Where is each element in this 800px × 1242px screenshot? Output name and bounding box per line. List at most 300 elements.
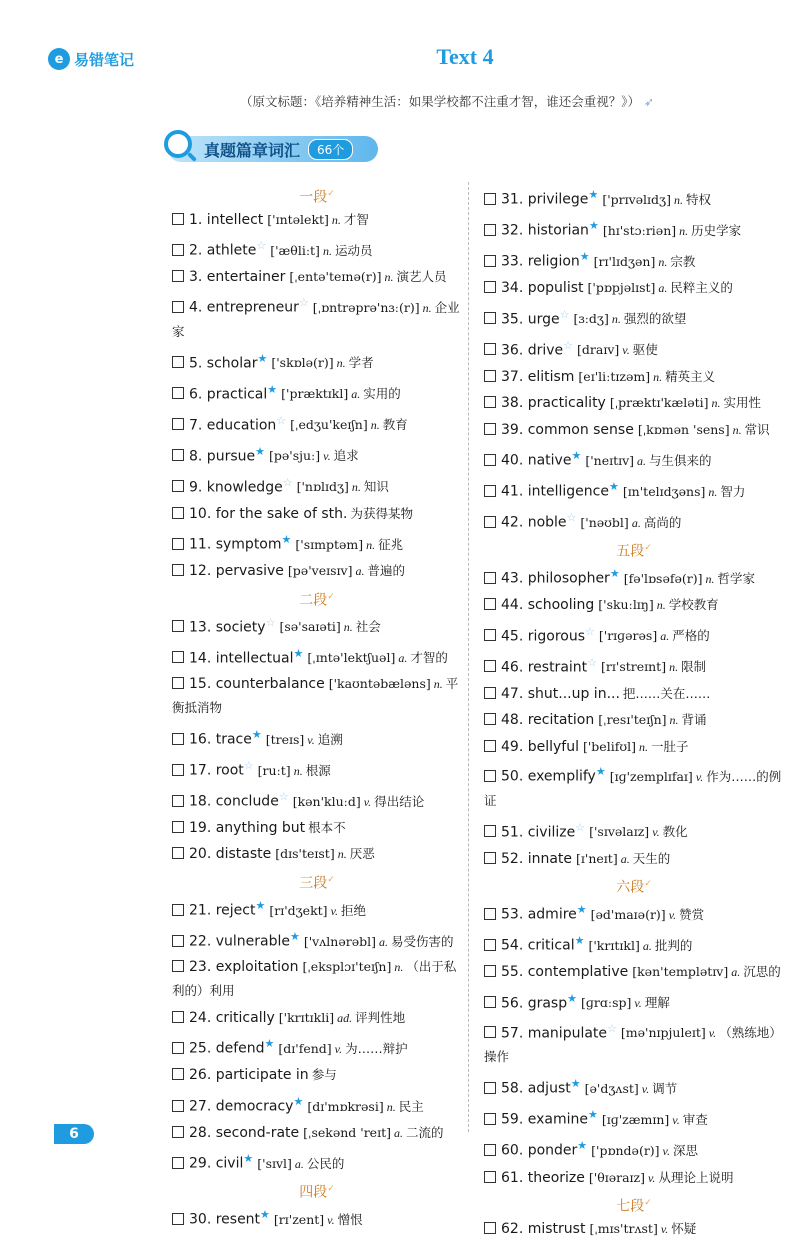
vocab-word: 2. athlete	[189, 243, 257, 260]
vocab-meaning: 严格的	[672, 628, 710, 644]
vocab-word: 39. common sense	[501, 421, 634, 438]
vocab-meaning: 驱使	[632, 342, 658, 358]
vocab-meaning: 憎恨	[337, 1212, 363, 1228]
word-count-badge: 66个	[308, 139, 353, 160]
vocab-entry	[172, 815, 462, 841]
star-icon: ☆	[585, 624, 595, 638]
vocab-phonetic: [fə'lɒsəfə(r)]	[623, 570, 703, 586]
vocab-part-of-speech: n.	[711, 396, 721, 411]
checkbox[interactable]	[172, 733, 184, 745]
vocab-word: 36. drive	[501, 342, 564, 359]
vocab-meaning: 得出结论	[374, 793, 425, 809]
vocab-entry	[484, 592, 784, 618]
checkbox[interactable]	[484, 485, 496, 497]
checkbox[interactable]	[172, 821, 184, 833]
checkbox[interactable]	[484, 965, 496, 977]
vocab-word: 10. for the sake of sth.	[189, 505, 348, 522]
vocab-entry	[484, 707, 784, 733]
checkbox[interactable]	[172, 1100, 184, 1112]
vocab-meaning: 评判性地	[355, 1009, 406, 1025]
vocab-word: 30. resent	[189, 1212, 261, 1229]
vocab-part-of-speech: n.	[656, 598, 666, 613]
checkbox[interactable]	[484, 1026, 496, 1038]
vocab-entry	[172, 955, 462, 1003]
checkbox[interactable]	[172, 1011, 184, 1023]
vocab-entry	[172, 924, 462, 955]
vocab-part-of-speech: n.	[674, 192, 683, 207]
checkbox[interactable]	[172, 301, 184, 313]
vocab-meaning: 智力	[720, 483, 746, 499]
vocab-phonetic: ['sɪvəlaɪz]	[589, 824, 650, 840]
checkbox[interactable]	[484, 1144, 496, 1156]
checkbox[interactable]	[484, 343, 496, 355]
vocab-entry	[172, 641, 462, 672]
vocab-phonetic: [ə'dʒʌst]	[584, 1080, 639, 1096]
vocab-word: 47. shut...up in...	[501, 685, 620, 702]
vocab-phonetic: ['vʌlnərəbl]	[303, 933, 376, 949]
vocab-phonetic: [eɪ'liːtɪzəm]	[578, 368, 651, 384]
checkbox[interactable]	[484, 396, 496, 408]
star-icon: ★	[570, 1077, 581, 1091]
vocab-word: 57. manipulate	[501, 1025, 608, 1042]
page-title: Text 4	[436, 44, 494, 69]
vocab-part-of-speech: n.	[669, 660, 679, 675]
vocab-meaning: 民粹主义的	[670, 280, 733, 296]
paragraph-heading-label: 七段	[616, 1198, 645, 1215]
vocab-phonetic: [mə'nɪpjuleɪt]	[620, 1025, 706, 1041]
star-icon: ☆	[276, 413, 287, 427]
checkbox[interactable]	[484, 713, 496, 725]
vocab-word: 55. contemplative	[501, 964, 629, 981]
vocab-phonetic: ['æθliːt]	[270, 243, 320, 259]
vocab-entry	[172, 233, 462, 264]
paragraph-heading	[484, 1191, 784, 1216]
checkbox[interactable]	[484, 454, 496, 466]
vocab-entry	[172, 722, 462, 753]
vocab-phonetic: [ɪ'neɪt]	[576, 850, 618, 866]
vocab-word: 13. society	[189, 619, 266, 636]
vocab-meaning: 宗教	[670, 253, 696, 269]
vocab-meaning: 审查	[682, 1112, 708, 1128]
subtitle-text: （原文标题：《培养精神生活：如果学校都不注重才智，谁还会重视？》）	[240, 94, 641, 109]
checkbox[interactable]	[484, 1171, 496, 1183]
vocab-word: 32. historian	[501, 222, 589, 239]
checkbox[interactable]	[484, 255, 496, 267]
vocab-part-of-speech: n.	[433, 676, 443, 691]
vocab-part-of-speech: n.	[705, 571, 715, 586]
vocab-entry	[484, 815, 784, 846]
vocab-phonetic: [dɪ'mɒkrəsi]	[307, 1098, 384, 1114]
checkbox[interactable]	[172, 677, 184, 689]
vocab-entry	[172, 207, 462, 233]
vocab-part-of-speech: a.	[294, 1156, 304, 1171]
vocab-entry	[172, 893, 462, 924]
vocab-entry	[484, 986, 784, 1017]
star-icon: ★	[264, 1037, 275, 1051]
checkbox[interactable]	[172, 1213, 184, 1225]
vocab-entry	[172, 784, 462, 815]
vocab-entry	[484, 846, 784, 872]
checkbox[interactable]	[172, 1157, 184, 1169]
vocab-entry	[484, 417, 784, 443]
vocab-entry	[484, 275, 784, 301]
vocab-entry	[484, 213, 784, 244]
vocab-word: 23. exploitation	[189, 958, 299, 975]
vocab-meaning: 厌恶	[349, 846, 375, 862]
vocab-word: 49. bellyful	[501, 738, 579, 755]
vocab-part-of-speech: a.	[620, 851, 630, 866]
vocab-meaning: 教化	[662, 824, 688, 840]
checkbox[interactable]	[172, 651, 184, 663]
vocab-meaning: 精英主义	[665, 368, 716, 384]
vocab-part-of-speech: v.	[652, 825, 660, 840]
vocab-phonetic: ['neɪtɪv]	[585, 452, 635, 468]
vocab-meaning: 追溯	[317, 731, 343, 747]
checkbox[interactable]	[172, 213, 184, 225]
vocab-entry	[484, 734, 784, 760]
vocab-meaning: 特权	[686, 191, 712, 207]
vocab-phonetic: [rɪ'dʒekt]	[269, 902, 328, 918]
vocab-meaning: 运动员	[334, 243, 373, 259]
vocab-word: 5. scholar	[189, 355, 258, 372]
vocab-meaning: 理解	[644, 995, 670, 1011]
vocab-phonetic: [ˌkɒmən 'sens]	[637, 421, 730, 437]
vocab-meaning: 普遍的	[367, 563, 405, 579]
vocab-word: 4. entrepreneur	[189, 299, 299, 316]
paragraph-heading	[172, 182, 462, 207]
vocab-entry	[484, 619, 784, 650]
vocab-phonetic: [ɡrɑːsp]	[581, 995, 632, 1011]
vocab-entry	[172, 501, 462, 527]
vocab-part-of-speech: n.	[708, 484, 718, 499]
vocab-entry	[172, 264, 462, 290]
vocab-entry	[484, 650, 784, 681]
vocab-entry	[172, 527, 462, 558]
checkbox[interactable]	[172, 847, 184, 859]
checkbox[interactable]	[484, 939, 496, 951]
star-icon: ★	[588, 219, 599, 233]
vocab-meaning: 实用的	[363, 386, 401, 402]
vocab-word: 7. education	[189, 417, 277, 434]
vocab-word: 18. conclude	[189, 793, 279, 810]
vocab-part-of-speech: a.	[393, 1125, 403, 1140]
vocab-entry	[172, 753, 462, 784]
checkbox[interactable]	[484, 996, 496, 1008]
paragraph-heading-label: 六段	[616, 879, 645, 896]
vocab-entry	[484, 897, 784, 928]
paragraph-heading	[172, 585, 462, 610]
vocab-part-of-speech: n.	[611, 312, 621, 327]
checkbox[interactable]	[484, 598, 496, 610]
vocab-meaning: 才智	[343, 212, 369, 227]
vocab-phonetic: [əd'maɪə(r)]	[590, 906, 666, 922]
vocab-part-of-speech: v.	[662, 1144, 670, 1159]
vocab-entry	[484, 561, 784, 592]
checkbox[interactable]	[172, 507, 184, 519]
checkbox[interactable]	[484, 687, 496, 699]
checkbox[interactable]	[484, 1082, 496, 1094]
vocab-word: 22. vulnerable	[189, 933, 290, 950]
vocab-word: 51. civilize	[501, 824, 576, 841]
vocab-word: 44. schooling	[501, 597, 595, 614]
vocab-part-of-speech: v.	[648, 1170, 656, 1185]
vocab-word: 21. reject	[189, 902, 256, 919]
vocab-part-of-speech: ad.	[337, 1010, 353, 1025]
vocab-meaning: 知识	[363, 479, 389, 495]
vocab-phonetic: ['krɪtɪkli]	[278, 1009, 335, 1025]
vocab-entry	[172, 1005, 462, 1031]
checkbox[interactable]	[484, 660, 496, 672]
vocab-entry	[172, 377, 462, 408]
vocab-word: 38. practicality	[501, 395, 606, 412]
vocab-part-of-speech: a.	[398, 651, 408, 666]
vocab-meaning: 拒绝	[341, 902, 367, 918]
vocab-phonetic: [ˌɒntrəprə'nɜː(r)]	[312, 299, 420, 315]
star-icon: ★	[255, 898, 266, 912]
checkbox[interactable]	[172, 1068, 184, 1080]
checkbox[interactable]	[172, 418, 184, 430]
vocab-entry	[172, 610, 462, 641]
vocab-phonetic: [kən'kluːd]	[292, 793, 361, 809]
vocab-part-of-speech: n.	[638, 739, 648, 754]
vocab-word: 16. trace	[189, 731, 252, 748]
checkbox[interactable]	[484, 852, 496, 864]
vocab-meaning: 企业家	[172, 299, 460, 339]
checkbox[interactable]	[484, 423, 496, 435]
checkbox[interactable]	[172, 564, 184, 576]
star-icon: ★	[289, 929, 300, 943]
checkbox[interactable]	[484, 370, 496, 382]
vocab-part-of-speech: n.	[394, 959, 404, 974]
vocab-word: 24. critically	[189, 1009, 275, 1026]
checkbox[interactable]	[172, 764, 184, 776]
vocab-part-of-speech: a.	[731, 965, 741, 980]
vocab-phonetic: ['θɪəraɪz]	[588, 1169, 645, 1185]
vocab-phonetic: [treɪs]	[265, 731, 305, 747]
vocab-entry	[484, 244, 784, 275]
vocab-meaning: 根源	[305, 762, 331, 778]
vocab-word: 62. mistrust	[501, 1220, 586, 1237]
vocab-word: 46. restraint	[501, 659, 588, 676]
checkbox[interactable]	[484, 224, 496, 236]
vocab-phonetic: [ˌresɪ'teɪʃn]	[598, 712, 667, 728]
checkbox[interactable]	[172, 270, 184, 282]
vocab-phonetic: ['nəʊbl]	[580, 514, 629, 530]
star-icon: ★	[576, 903, 587, 917]
star-icon: ★	[587, 1108, 598, 1122]
checkbox[interactable]	[484, 825, 496, 837]
vocab-word: 28. second-rate	[189, 1124, 300, 1141]
star-icon: ★	[251, 727, 262, 741]
checkbox[interactable]	[172, 935, 184, 947]
vocab-phonetic: [ɪn'telɪdʒəns]	[622, 483, 706, 499]
vocab-meaning: 根本不	[308, 820, 346, 836]
star-icon: ☆	[559, 307, 570, 321]
vocab-meaning: 批判的	[654, 937, 693, 953]
vocab-meaning: 二流的	[405, 1124, 444, 1140]
vocab-part-of-speech: v.	[363, 794, 372, 809]
vocab-part-of-speech: a.	[642, 938, 652, 953]
vocab-part-of-speech: v.	[708, 1026, 717, 1041]
vocab-meaning: 演艺人员	[396, 269, 447, 285]
vocab-meaning: 高尚的	[643, 514, 682, 530]
paragraph-heading	[484, 872, 784, 897]
checkbox[interactable]	[172, 1126, 184, 1138]
vocab-entry	[172, 291, 462, 344]
check-mark-icon: ✓	[644, 543, 652, 554]
checkbox[interactable]	[484, 516, 496, 528]
vocab-meaning: 民主	[398, 1098, 424, 1114]
vocab-entry	[172, 408, 462, 439]
vocab-part-of-speech: n.	[669, 713, 679, 728]
vocab-meaning: 公民的	[306, 1155, 345, 1171]
star-icon: ★	[293, 646, 304, 660]
vocab-meaning: 社会	[355, 619, 381, 635]
checkbox[interactable]	[172, 356, 184, 368]
checkbox[interactable]	[484, 740, 496, 752]
vocab-phonetic: [ˌpræktɪ'kæləti]	[609, 395, 709, 411]
vocab-meaning: 为……辩护	[345, 1041, 408, 1057]
checkbox[interactable]	[172, 244, 184, 256]
vocab-meaning: 征兆	[378, 536, 404, 552]
checkbox[interactable]	[484, 1222, 496, 1234]
vocab-word: 56. grasp	[501, 995, 568, 1012]
vocab-entry	[172, 346, 462, 377]
checkbox[interactable]	[172, 480, 184, 492]
page-number: 6	[54, 1124, 94, 1144]
checkbox[interactable]	[172, 538, 184, 550]
checkbox[interactable]	[484, 193, 496, 205]
vocab-part-of-speech: n.	[370, 418, 380, 433]
vocab-meaning: 限制	[681, 659, 707, 675]
logo-icon: e	[48, 48, 70, 70]
star-icon: ★	[609, 567, 620, 581]
checkbox[interactable]	[484, 281, 496, 293]
paragraph-heading	[172, 1177, 462, 1202]
section-banner	[168, 136, 378, 162]
checkbox[interactable]	[172, 387, 184, 399]
checkbox[interactable]	[484, 629, 496, 641]
checkbox[interactable]	[172, 449, 184, 461]
checkbox[interactable]	[172, 795, 184, 807]
vocab-meaning: （出于私利的）利用	[172, 958, 457, 998]
vocab-part-of-speech: n.	[658, 254, 668, 269]
vocab-meaning: 强烈的欲望	[623, 311, 687, 327]
vocab-phonetic: [ɜːdʒ]	[573, 311, 609, 327]
vocab-part-of-speech: a.	[379, 934, 388, 949]
star-icon: ☆	[265, 615, 276, 629]
paragraph-heading-label: 二段	[299, 592, 328, 609]
checkbox[interactable]	[484, 770, 496, 782]
vocab-word: 59. examine	[501, 1112, 588, 1129]
vocab-entry	[172, 1202, 462, 1233]
vocab-entry	[172, 439, 462, 470]
vocab-part-of-speech: v.	[660, 1221, 669, 1236]
star-icon: ★	[243, 1152, 254, 1166]
vocab-meaning: 与生俱来的	[649, 452, 712, 468]
vocab-phonetic: [pə'veɪsɪv]	[287, 563, 353, 579]
star-icon: ☆	[563, 338, 574, 352]
vocab-entry	[484, 364, 784, 390]
vocab-meaning: 教育	[382, 417, 408, 433]
star-icon: ★	[567, 991, 577, 1005]
vocab-part-of-speech: n.	[343, 620, 353, 635]
vocab-entry	[172, 1062, 462, 1088]
vocab-part-of-speech: n.	[679, 223, 689, 238]
vocab-meaning: 把……关在……	[622, 685, 711, 701]
vocab-part-of-speech: v.	[672, 1113, 680, 1128]
checkbox[interactable]	[172, 904, 184, 916]
vocab-phonetic: ['kaʊntəbæləns]	[328, 675, 431, 691]
vocab-meaning: 追求	[333, 448, 359, 464]
vocab-part-of-speech: a.	[660, 629, 670, 644]
vocab-meaning: 赞赏	[679, 906, 705, 922]
vocab-entry	[484, 333, 784, 364]
check-mark-icon: ✓	[327, 591, 335, 602]
vocab-phonetic: ['belifʊl]	[582, 738, 636, 754]
vocab-word: 19. anything but	[189, 820, 306, 837]
vocab-part-of-speech: n.	[337, 847, 347, 862]
vocab-phonetic: ['pɒndə(r)]	[591, 1143, 660, 1159]
vocab-part-of-speech: v.	[668, 907, 677, 922]
checkbox[interactable]	[484, 572, 496, 584]
vocab-phonetic: ['sɪmptəm]	[295, 536, 364, 552]
vocab-word: 1. intellect	[189, 212, 264, 228]
checkbox[interactable]	[484, 312, 496, 324]
vocab-entry	[484, 182, 784, 213]
vocab-phonetic: [draɪv]	[577, 342, 620, 358]
vocab-part-of-speech: a.	[658, 281, 668, 296]
vocab-part-of-speech: a.	[351, 387, 361, 402]
paragraph-heading-label: 四段	[299, 1185, 328, 1202]
vocab-phonetic: [ˌeksplɔɪ'teɪʃn]	[302, 958, 392, 974]
vocab-word: 61. theorize	[501, 1169, 585, 1186]
vocab-entry	[484, 681, 784, 707]
vocab-word: 35. urge	[501, 311, 560, 328]
vocab-meaning: 平衡抵消物	[172, 675, 459, 715]
vocab-word: 45. rigorous	[501, 628, 585, 645]
vocab-word: 52. innate	[501, 850, 573, 867]
checkbox[interactable]	[172, 620, 184, 632]
vocab-entry	[172, 1031, 462, 1062]
checkbox[interactable]	[484, 1113, 496, 1125]
vocab-meaning: 历史学家	[691, 222, 742, 238]
vocab-phonetic: ['sɪvl]	[257, 1155, 292, 1171]
star-icon: ☆	[243, 758, 254, 772]
checkbox[interactable]	[172, 960, 184, 972]
vocab-part-of-speech: n.	[336, 356, 346, 371]
vocab-word: 40. native	[501, 452, 572, 469]
vocab-entry	[172, 558, 462, 584]
vocab-part-of-speech: a.	[631, 515, 641, 530]
paragraph-heading-label: 五段	[616, 543, 645, 560]
vocab-column-left	[172, 182, 462, 1233]
vocab-entry	[484, 474, 784, 505]
feather-icon: ➶	[644, 95, 655, 109]
vocab-part-of-speech: a.	[637, 453, 647, 468]
logo-text: 易错笔记	[74, 50, 135, 69]
checkbox[interactable]	[172, 1042, 184, 1054]
vocab-phonetic: [rɪ'lɪdʒən]	[593, 253, 656, 269]
star-icon: ★	[281, 533, 292, 547]
vocab-word: 29. civil	[189, 1155, 244, 1172]
star-icon: ☆	[587, 655, 598, 669]
checkbox[interactable]	[484, 908, 496, 920]
vocab-meaning: 实用性	[723, 395, 762, 411]
vocab-word: 20. distaste	[189, 846, 272, 863]
vocab-part-of-speech: v.	[334, 1042, 343, 1057]
star-icon: ★	[260, 1208, 270, 1222]
